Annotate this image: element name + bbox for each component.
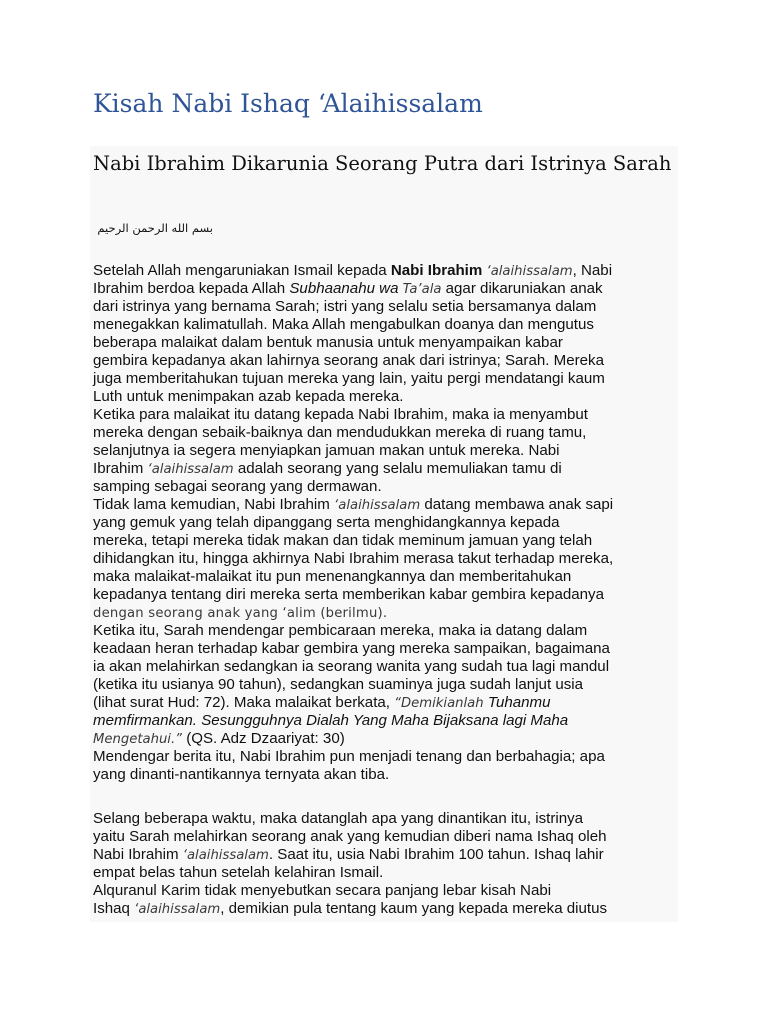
- body-line: [93, 424, 586, 442]
- body-line: [93, 604, 387, 623]
- body-line: [93, 900, 607, 919]
- body-line: [93, 532, 592, 550]
- body-line: [93, 730, 345, 749]
- text-run: Subhaanahu wa: [289, 280, 399, 297]
- text-run: Nabi Ibrahim: [93, 846, 183, 863]
- body-line: [93, 406, 588, 424]
- body-line: [93, 478, 382, 496]
- text-run: Mengetahui.”: [93, 732, 182, 747]
- body-line: [93, 298, 596, 316]
- body-line: [93, 622, 587, 640]
- body-line: [93, 586, 604, 604]
- body-line: [93, 568, 571, 586]
- text-run: Tuhanmu: [487, 694, 551, 711]
- text-run: Ishaq: [93, 900, 135, 917]
- body-line: [93, 846, 604, 865]
- text-run: Ketika para malaikat itu datang kepada Nabi Ibrahim, maka ia menyambut: [93, 406, 589, 423]
- text-run: dari istrinya yang bernama Sarah; istri yang selalu setia bersamanya dalam: [93, 298, 597, 315]
- text-run: ‘alaihissalam: [334, 498, 421, 513]
- text-run: , Nabi: [572, 262, 613, 279]
- text-run: yang gemuk yang telah dipanggang serta menghidangkannya kepada: [93, 514, 560, 531]
- document-title: Kisah Nabi Ishaq ‘Alaihissalam: [93, 89, 483, 118]
- text-run: Selang beberapa waktu, maka datanglah apa yang dinantikan itu, istrinya: [93, 810, 584, 827]
- text-run: , demikian pula tentang kaum yang kepada mereka diutus: [220, 900, 608, 917]
- body-line: [93, 694, 551, 713]
- text-run: empat belas tahun setelah kelahiran Ismail.: [93, 864, 384, 881]
- body-line: [93, 280, 603, 299]
- text-run: dihidangkan itu, hingga akhirnya Nabi Ibrahim merasa takut terhadap mereka,: [93, 550, 614, 567]
- body-line: [93, 828, 607, 846]
- text-run: datang membawa anak sapi: [420, 496, 614, 513]
- body-line: [93, 810, 583, 828]
- body-line: [93, 352, 604, 370]
- text-run: . Saat itu, usia Nabi Ibrahim 100 tahun. Ishaq lahir: [268, 846, 604, 863]
- text-run: ‘alaihissalam: [134, 902, 221, 917]
- text-run: (ketika itu usianya 90 tahun), sedangkan suaminya juga sudah lanjut usia: [93, 676, 584, 693]
- body-line: [93, 882, 551, 900]
- text-run: yang dinanti-nantikannya ternyata akan tiba.: [93, 766, 390, 783]
- text-run: menegakkan kalimatullah. Maka Allah mengabulkan doanya dan mengutus: [93, 316, 594, 333]
- article-heading: Nabi Ibrahim Dikarunia Seorang Putra dari Istrinya Sarah: [93, 152, 672, 175]
- body-line: [93, 370, 605, 388]
- text-run: keadaan heran terhadap kabar gembira yang mereka sampaikan, bagaimana: [93, 640, 610, 657]
- text-run: maka malaikat-malaikat itu pun menenangkannya dan memberitahukan: [93, 568, 572, 585]
- body-line: [93, 550, 613, 568]
- text-run: Tidak lama kemudian, Nabi Ibrahim: [93, 496, 335, 513]
- text-run: Ibrahim berdoa kepada Allah: [93, 280, 290, 297]
- text-run: samping sebagai seorang yang dermawan.: [93, 478, 382, 495]
- text-run: Ibrahim: [93, 460, 148, 477]
- body-line: [93, 262, 612, 281]
- article-body: [90, 146, 678, 922]
- body-line: [93, 496, 613, 515]
- text-run: gembira kepadanya akan lahirnya seorang anak dari istrinya; Sarah. Mereka: [93, 352, 604, 369]
- text-run: Ketika itu, Sarah mendengar pembicaraan mereka, maka ia datang dalam: [93, 622, 588, 639]
- text-run: memfirmankan. Sesungguhnya Dialah Yang Maha Bijaksana lagi Maha: [93, 712, 569, 729]
- text-run: Setelah Allah mengaruniakan Ismail kepada: [93, 262, 391, 279]
- text-run: kepadanya tentang diri mereka serta memberikan kabar gembira kepadanya: [93, 586, 604, 603]
- text-run: ‘alaihissalam: [486, 264, 573, 279]
- body-line: [93, 388, 403, 406]
- body-line: [93, 460, 562, 479]
- body-line: [93, 640, 610, 658]
- text-run: Ta’ala: [402, 282, 442, 297]
- text-run: mereka, tetapi mereka tidak makan dan tidak meminum jamuan yang telah: [93, 532, 593, 549]
- text-run: (lihat surat Hud: 72). Maka malaikat berkata,: [93, 694, 395, 711]
- text-run: (QS. Adz Dzaariyat: 30): [182, 730, 345, 747]
- body-line: [93, 766, 389, 784]
- body-line: [93, 442, 560, 460]
- body-line: [93, 334, 563, 352]
- text-run: Mendengar berita itu, Nabi Ibrahim pun menjadi tenang dan berbahagia; apa: [93, 748, 605, 765]
- body-line: [93, 712, 568, 730]
- text-run: Nabi Ibrahim: [390, 262, 483, 279]
- text-run: mereka dengan sebaik-baiknya dan mendudukkan mereka di ruang tamu,: [93, 424, 587, 441]
- text-run: “Demikianlah: [394, 696, 484, 711]
- body-line: [93, 658, 609, 676]
- text-run: Alquranul Karim tidak menyebutkan secara panjang lebar kisah Nabi: [93, 882, 552, 899]
- text-run: beberapa malaikat dalam bentuk manusia untuk menyampaikan kabar: [93, 334, 563, 351]
- body-line: [93, 676, 583, 694]
- text-run: Luth untuk menimpakan azab kepada mereka.: [93, 388, 404, 405]
- text-run: agar dikaruniakan anak: [441, 280, 603, 297]
- text-run: ‘alaihissalam: [147, 462, 234, 477]
- text-run: ‘alaihissalam: [182, 848, 269, 863]
- body-line: [93, 316, 594, 334]
- text-run: selanjutnya ia segera menyiapkan jamuan makan untuk mereka. Nabi: [93, 442, 560, 459]
- body-line: [93, 748, 605, 766]
- text-run: ia akan melahirkan sedangkan ia seorang wanita yang sudah tua lagi mandul: [93, 658, 610, 675]
- text-run: adalah seorang yang selalu memuliakan tamu di: [233, 460, 562, 477]
- text-run: juga memberitahukan tujuan mereka yang lain, yaitu pergi mendatangi kaum: [93, 370, 605, 387]
- body-line: [93, 864, 383, 882]
- basmala-text: بسم الله الرحمن الرحيم: [97, 221, 213, 235]
- text-run: yaitu Sarah melahirkan seorang anak yang kemudian diberi nama Ishaq oleh: [93, 828, 607, 845]
- text-run: dengan seorang anak yang ‘alim (berilmu).: [93, 606, 388, 621]
- body-line: [93, 514, 560, 532]
